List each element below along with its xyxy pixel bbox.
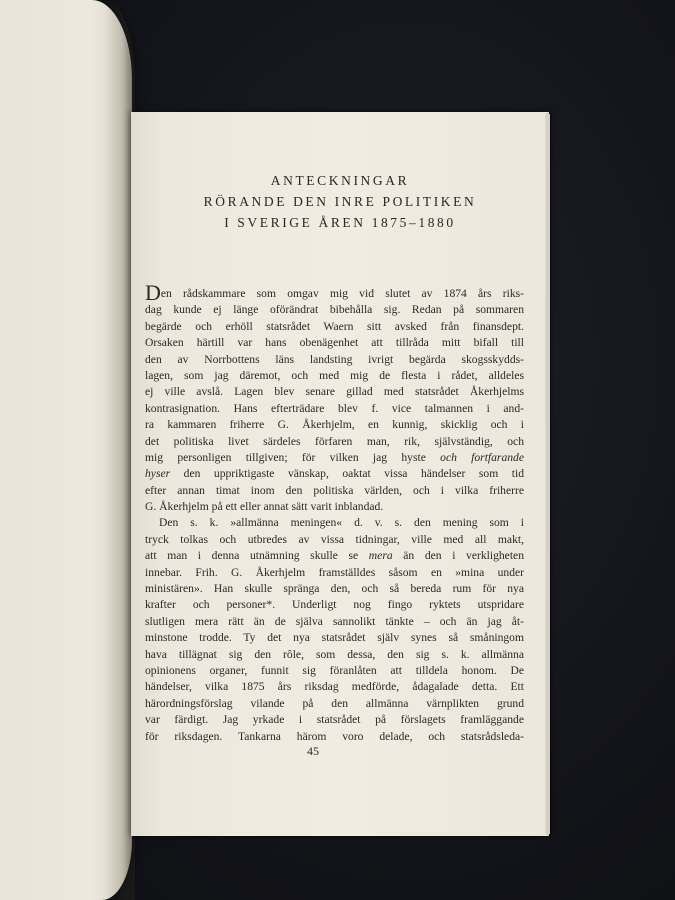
text-line (145, 280, 524, 305)
text-run: mig personligen tillgiven; för vilken jag hyste (145, 450, 441, 464)
text-run: den uppriktigaste vänskap, oaktat vissa händelser som tid (170, 467, 524, 481)
text-line: opinionens organer, funnit sig föranlåten att tilldela honom. De (145, 663, 524, 677)
text-line: minstone trodde. Ty det nya statsrådet själv synes så småningom (145, 631, 524, 645)
text-line: slutligen mera rätt än de själva sannolikt tänkte – och än jag åt- (145, 614, 524, 628)
text-line: det politiska livet särdeles förfaren man, rik, självständig, och (145, 434, 524, 448)
italic-run: och fortfarande (440, 450, 524, 464)
text-run: att man i denna utnämning skulle se (145, 549, 369, 563)
text-line: lagen, som jag däremot, och med mig de flesta i rådet, alldeles (145, 368, 524, 382)
text-line: kontrasignation. Hans efterträdare blev f. vice talmannen i and- (145, 401, 524, 415)
text-line: Den s. k. »allmänna meningen« d. v. s. den mening som i (159, 516, 524, 530)
text-line: G. Åkerhjelm på ett eller annat sätt varit inblandad. (145, 500, 384, 514)
text-line: händelser, vilka 1875 års riksdag medförde, ådagalade detta. Ett (145, 680, 524, 694)
text-run: en rådskammare som omgav mig vid slutet av 1874 års riks- (160, 287, 524, 300)
text-line: ministären». Han skulle spränga den, och så bereda rum för nya (145, 582, 524, 596)
text-line: efter annan timat inom den politiska världen, och i vilka friherre (145, 483, 524, 497)
italic-run: mera (368, 549, 393, 563)
text-line: Orsaken härtill var hans obenägenhet att tillråda mitt bifall till (145, 336, 524, 350)
text-line: för riksdagen. Tankarna härom voro delade, och statsrådsleda- (145, 729, 524, 743)
italic-run: hyser (145, 467, 171, 481)
text-line: begärde och erhöll statsrådet Waern sitt avsked från finansdept. (145, 319, 524, 333)
heading-line-1: ANTECKNINGAR (270, 173, 410, 188)
text-line: härordningsförslag vilande på den allmänna värnplikten grund (145, 696, 524, 710)
text-line: ej ville avslå. Lagen blev senare gillad med statsrådet Åkerhjelms (145, 385, 524, 399)
text-line (145, 548, 524, 564)
text-line: var färdigt. Jag yrkade i statsrådet på förslagets framläggande (145, 713, 524, 727)
text-line (145, 450, 524, 466)
chapter-heading (131, 170, 549, 233)
text-line: krafter och personer*. Underligt nog fingo ryktets utspridare (145, 598, 524, 612)
text-line: tryck tolkas och utbredes av vissa tidningar, ville med all makt, (145, 532, 524, 546)
body-text (145, 280, 524, 745)
text-line: innebar. Frih. G. Åkerhjelm framställdes såsom en »mina under (145, 565, 524, 579)
heading-line-3: I SVERIGE ÅREN 1875–1880 (224, 215, 456, 230)
text-line: den av Norrbottens läns landsting ivrigt begärda skogsskydds- (145, 352, 524, 366)
page-number: 45 (307, 744, 319, 758)
heading-line-2: RÖRANDE DEN INRE POLITIKEN (203, 194, 477, 209)
text-line: hava tillägnat sig den rôle, som dessa, den sig s. k. allmänna (145, 647, 524, 661)
text-line: dag kunde ej länge oförändrat bibehålla sig. Redan på sommaren (145, 303, 524, 317)
drop-cap: D (145, 280, 161, 305)
text-line: ra kammaren friherre G. Åkerhjelm, en kunnig, skicklig och i (145, 418, 524, 432)
text-run: än den i verkligheten (392, 549, 524, 563)
text-line (145, 466, 524, 482)
